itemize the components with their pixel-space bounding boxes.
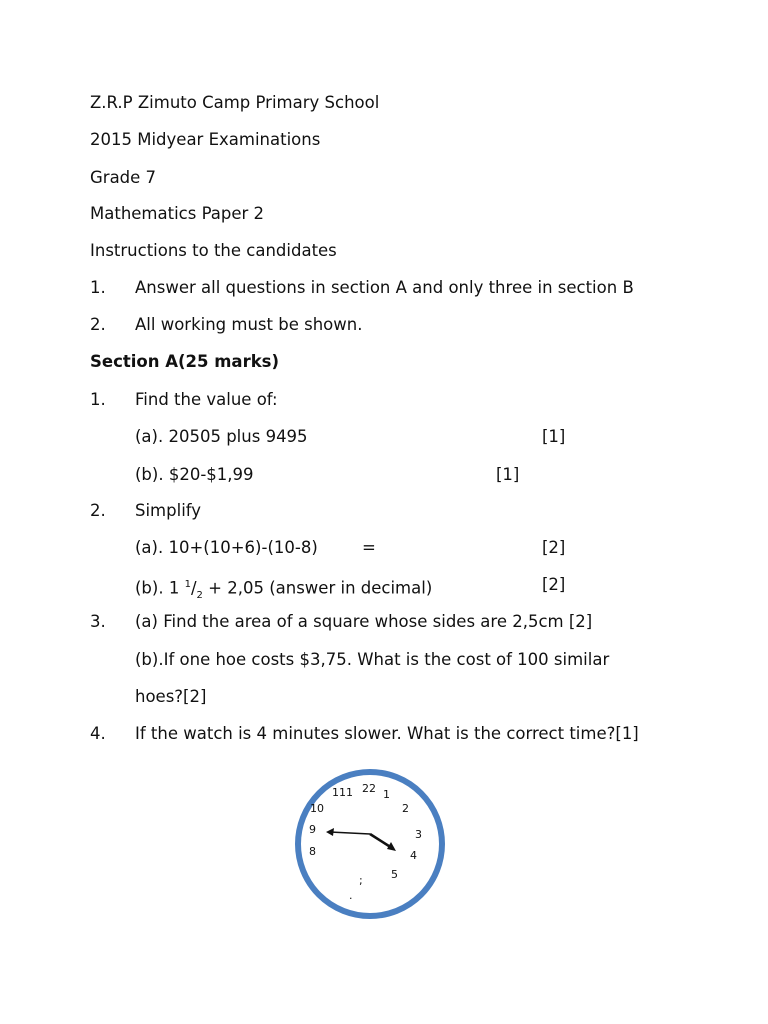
question-text: Simplify [135,501,202,520]
q3b-text-continued: hoes?[2] [135,687,207,706]
question-number: 1. [90,390,106,409]
section-a-title: Section A(25 marks) [90,352,280,371]
instruction-text: All working must be shown. [135,315,363,334]
fraction-denominator: 2 [196,589,203,601]
clock-numeral: 9 [309,823,316,836]
clock-numeral: 111 [332,786,353,799]
clock-numeral: 5 [391,868,398,881]
q2a-equals: = [362,538,376,557]
exam-title: 2015 Midyear Examinations [90,130,321,149]
fraction-numerator: 1 [184,579,191,590]
clock-numeral: 8 [309,845,316,858]
instruction-number: 1. [90,278,106,297]
q3b-text: (b).If one hoe costs $3,75. What is the cost of 100 similar [135,650,610,669]
instructions-heading: Instructions to the candidates [90,241,337,260]
grade-label: Grade 7 [90,168,157,187]
clock-numeral: 4 [410,849,417,862]
q1b-text: (b). $20-$1,99 [135,465,254,484]
q2b-text: (b). 1 $^1/_2 + 2,05$ (answer in decimal) [135,578,433,601]
q2a-mark: [2] [542,538,566,557]
question-text: Find the value of: [135,390,278,409]
q1a-text: (a). 20505 plus 9495 [135,427,308,446]
q1a-mark: [1] [542,427,566,446]
q2b-mark: [2] [542,575,566,594]
clock-numeral: ; [359,874,363,887]
instruction-text: Answer all questions in section A and only three in section B [135,278,634,297]
q4-text: If the watch is 4 minutes slower. What is the correct time?[1] [135,724,639,743]
clock-numeral: . [349,889,353,902]
q2b-suffix: + 2,05 (answer in decimal) [202,578,433,598]
clock-numeral: 2 [402,802,409,815]
clock-numeral: 10 [310,802,324,815]
school-name: Z.R.P Zimuto Camp Primary School [90,93,380,112]
clock-illustration [292,766,448,922]
q1b-mark: [1] [496,465,520,484]
q3a-text: (a) Find the area of a square whose sides are 2,5cm [2] [135,612,593,631]
subject-label: Mathematics Paper 2 [90,204,265,223]
instruction-number: 2. [90,315,106,334]
question-number: 3. [90,612,106,631]
clock-numeral: 22 [362,782,376,795]
q2a-text: (a). 10+(10+6)-(10-8) [135,538,318,557]
q2b-prefix: (b). 1 [135,578,185,598]
clock-numeral: 1 [383,788,390,801]
question-number: 2. [90,501,106,520]
question-number: 4. [90,724,106,743]
clock-numeral: 3 [415,828,422,841]
